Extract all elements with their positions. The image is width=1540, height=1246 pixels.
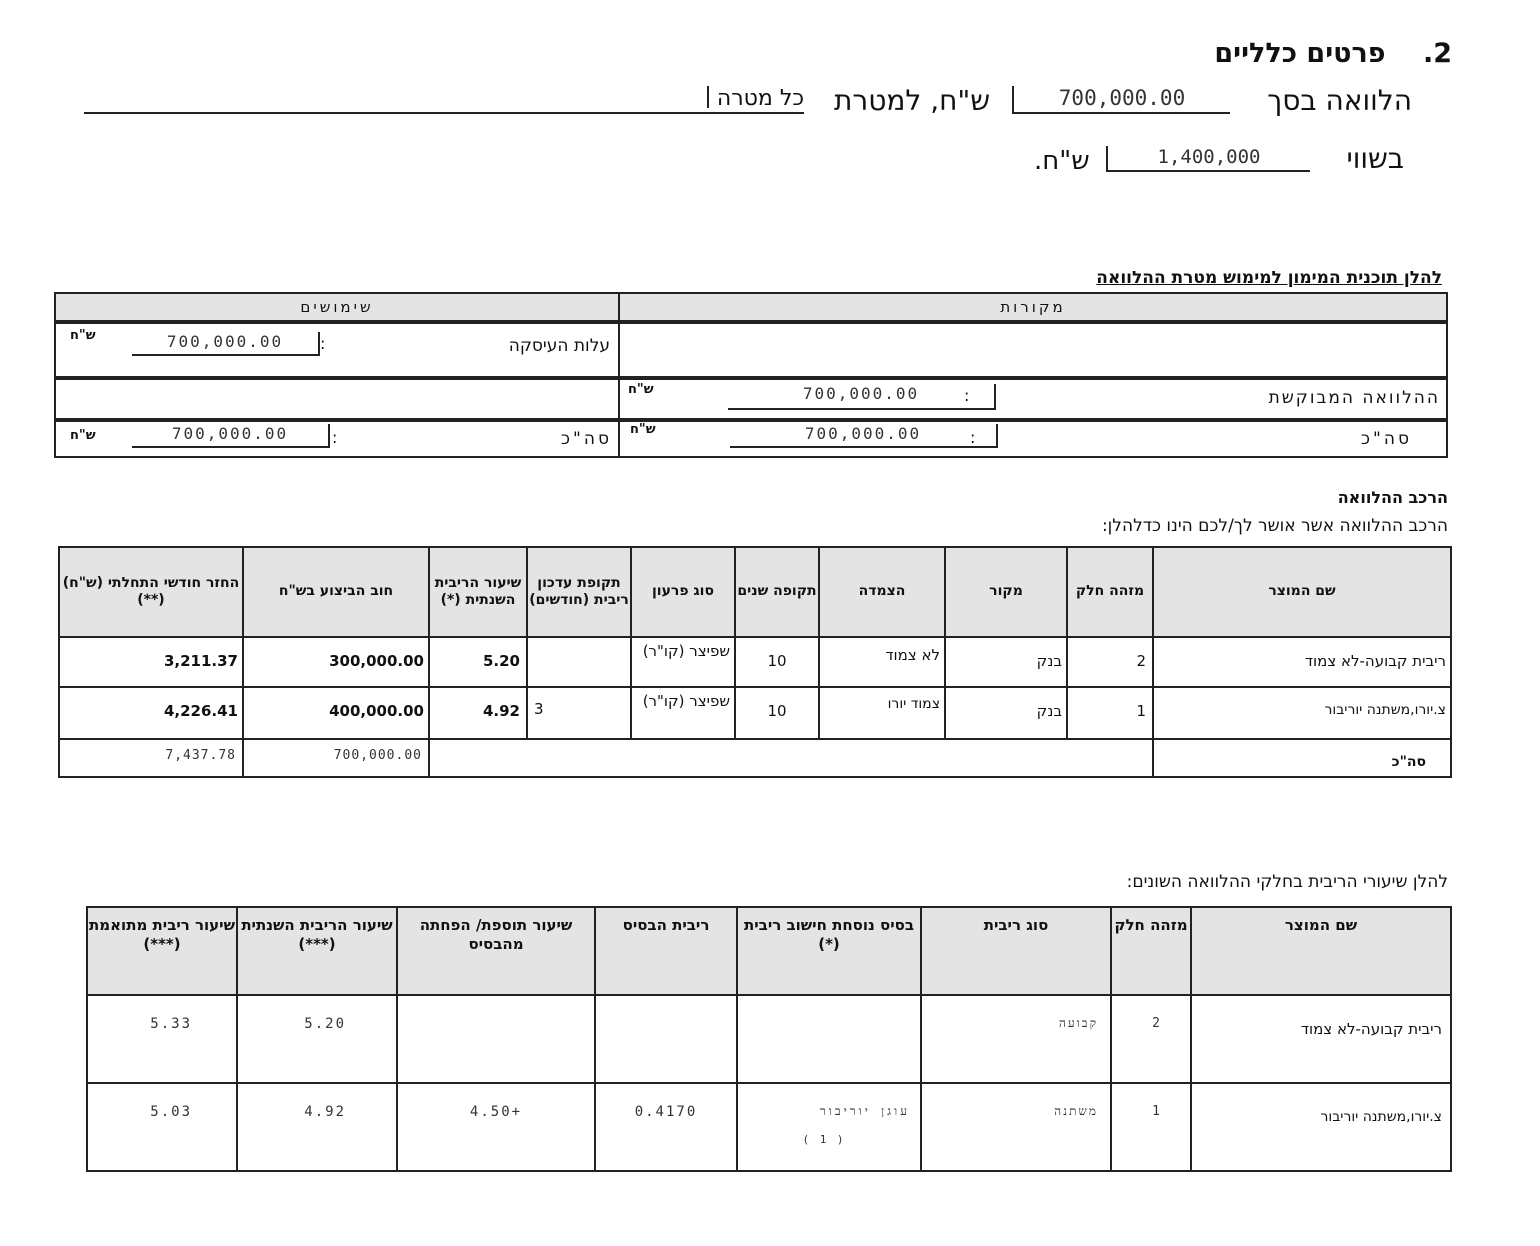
financing-col-sources: מקורות: [618, 292, 1448, 322]
part-id: 1: [1067, 687, 1153, 739]
basis-cell: [737, 995, 921, 1083]
update-period: [527, 637, 631, 687]
loan-purpose-label: ש"ח, למטרת: [834, 84, 991, 117]
part-id: 1: [1111, 1083, 1191, 1171]
monthly-payment: 3,211.37: [59, 637, 243, 687]
requested-loan-value: 700,000.00: [728, 384, 996, 410]
loan-amount: 400,000.00: [243, 687, 429, 739]
composition-header: חוב הביצוע בש"ח: [243, 547, 429, 637]
composition-header: תקופה שנים: [735, 547, 819, 637]
transaction-cost-value: 700,000.00: [132, 332, 320, 356]
basis-cell: [737, 1083, 921, 1171]
base-rate: [595, 995, 737, 1083]
rates-header: שיעור ריבית מתואמת (***): [87, 907, 237, 995]
section-heading: [1214, 38, 1452, 69]
value-label: בשווי: [1346, 142, 1404, 175]
part-id: 2: [1067, 637, 1153, 687]
product-name: ריבית קבועה-לא צמוד: [1153, 637, 1451, 687]
annual-rate: 5.20: [237, 995, 397, 1083]
table-row: [87, 995, 1451, 1083]
rates-header: שם המוצר: [1191, 907, 1451, 995]
base-rate: 0.4170: [595, 1083, 737, 1171]
composition-header: החזר חודשי התחלתי (ש"ח) (**): [59, 547, 243, 637]
requested-loan-label: ההלוואה המבוקשת: [1268, 388, 1440, 408]
product-name: ריבית קבועה-לא צמוד: [1191, 995, 1451, 1083]
margin: [397, 995, 595, 1083]
update-period: 3: [527, 687, 631, 739]
loan-amount: 300,000.00: [243, 637, 429, 687]
section-title: פרטים כלליים: [1214, 38, 1386, 69]
loan-amount-value: 700,000.00: [1012, 86, 1230, 114]
product-name: צ.יורו,משתנה יוריבור: [1191, 1083, 1451, 1171]
section-number: 2.: [1422, 38, 1452, 69]
value-unit: ש"ח.: [1034, 146, 1090, 176]
composition-header: תקופת עדכון ריבית (חודשים): [527, 547, 631, 637]
uses-total-value: 700,000.00: [132, 424, 330, 448]
rates-header: שיעור תוספת/ הפחתה מהבסיס: [397, 907, 595, 995]
annual-rate: 4.92: [237, 1083, 397, 1171]
rates-header: סוג ריבית: [921, 907, 1111, 995]
composition-header: סוג פרעון: [631, 547, 735, 637]
repayment-type: שפיצר (קו"ר): [631, 637, 735, 687]
uses-total-label: סה"כ: [561, 429, 612, 449]
uses-total-colon: :: [332, 428, 338, 447]
table-row: [87, 1083, 1451, 1171]
composition-header: שם המוצר: [1153, 547, 1451, 637]
uses-cost-cell: [54, 322, 620, 378]
part-id: 2: [1111, 995, 1191, 1083]
table-row: [59, 637, 1451, 687]
requested-loan-colon: :: [964, 386, 970, 405]
product-name: צ.יורו,משתנה יוריבור: [1153, 687, 1451, 739]
rates-header: שיעור הריבית השנתית (***): [237, 907, 397, 995]
source: בנק: [945, 637, 1067, 687]
total-label: סה"כ: [1153, 739, 1451, 777]
requested-loan-currency: ש"ח: [628, 382, 654, 397]
composition-header: מקור: [945, 547, 1067, 637]
rates-header: מזהה חלק: [1111, 907, 1191, 995]
total-empty-cell: [429, 739, 1153, 777]
annual-rate: 4.92: [429, 687, 527, 739]
financing-table: [54, 292, 1448, 458]
basis-note: ( 1 ): [802, 1133, 846, 1146]
basis-formula: עוגן יוריבור: [819, 1104, 910, 1118]
total-monthly: 7,437.78: [59, 739, 243, 777]
loan-purpose-value: כל מטרה: [707, 86, 804, 108]
rates-header: ריבית הבסיס: [595, 907, 737, 995]
transaction-cost-currency: ש"ח: [70, 328, 96, 343]
effective-rate: 5.33: [87, 995, 237, 1083]
sources-total-currency: ש"ח: [630, 422, 656, 437]
rates-header: בסיס נוסחת חישוב ריבית (*): [737, 907, 921, 995]
source: בנק: [945, 687, 1067, 739]
effective-rate: 5.03: [87, 1083, 237, 1171]
financing-title: להלן תוכנית המימון למימוש מטרת ההלוואה: [1096, 268, 1442, 288]
total-amount: 700,000.00: [243, 739, 429, 777]
composition-total-row: [59, 739, 1451, 777]
sources-total-cell: [618, 420, 1448, 458]
rates-table: [86, 906, 1452, 1172]
transaction-cost-label: עלות העיסקה: [508, 336, 610, 356]
composition-title: הרכב ההלוואה: [1337, 488, 1448, 507]
table-row: [59, 687, 1451, 739]
years: 10: [735, 687, 819, 739]
uses-empty-cell: [54, 378, 620, 420]
rate-type: משתנה: [921, 1083, 1111, 1171]
sources-total-label: סה"כ: [1361, 429, 1412, 449]
monthly-payment: 4,226.41: [59, 687, 243, 739]
rates-header-row: [87, 907, 1451, 995]
sources-total-value: 700,000.00: [730, 424, 998, 448]
margin: +4.50: [397, 1083, 595, 1171]
composition-header-row: [59, 547, 1451, 637]
composition-header: שיעור הריבית השנתית (*): [429, 547, 527, 637]
composition-header: הצמדה: [819, 547, 945, 637]
linkage: צמוד יורו: [819, 687, 945, 739]
financing-col-uses: שימושים: [54, 292, 620, 322]
composition-header: מזהה חלק: [1067, 547, 1153, 637]
loan-amount-label: הלוואה בסך: [1267, 84, 1412, 117]
uses-total-currency: ש"ח: [70, 428, 96, 443]
years: 10: [735, 637, 819, 687]
sources-loan-cell: [618, 378, 1448, 420]
composition-table: [58, 546, 1452, 778]
repayment-type: שפיצר (קו"ר): [631, 687, 735, 739]
loan-purpose-field: [84, 86, 804, 114]
uses-total-cell: [54, 420, 620, 458]
property-value: 1,400,000: [1106, 146, 1310, 172]
transaction-cost-colon: :: [320, 334, 326, 353]
rates-title: להלן שיעורי הריבית בחלקי ההלוואה השונים:: [1126, 872, 1448, 892]
sources-total-colon: :: [970, 428, 976, 447]
sources-empty-cell: [618, 322, 1448, 378]
rate-type: קבועה: [921, 995, 1111, 1083]
linkage: לא צמוד: [819, 637, 945, 687]
composition-subtitle: הרכב ההלוואה אשר אושר לך/לכם הינו כדלהלן:: [1101, 516, 1448, 536]
annual-rate: 5.20: [429, 637, 527, 687]
